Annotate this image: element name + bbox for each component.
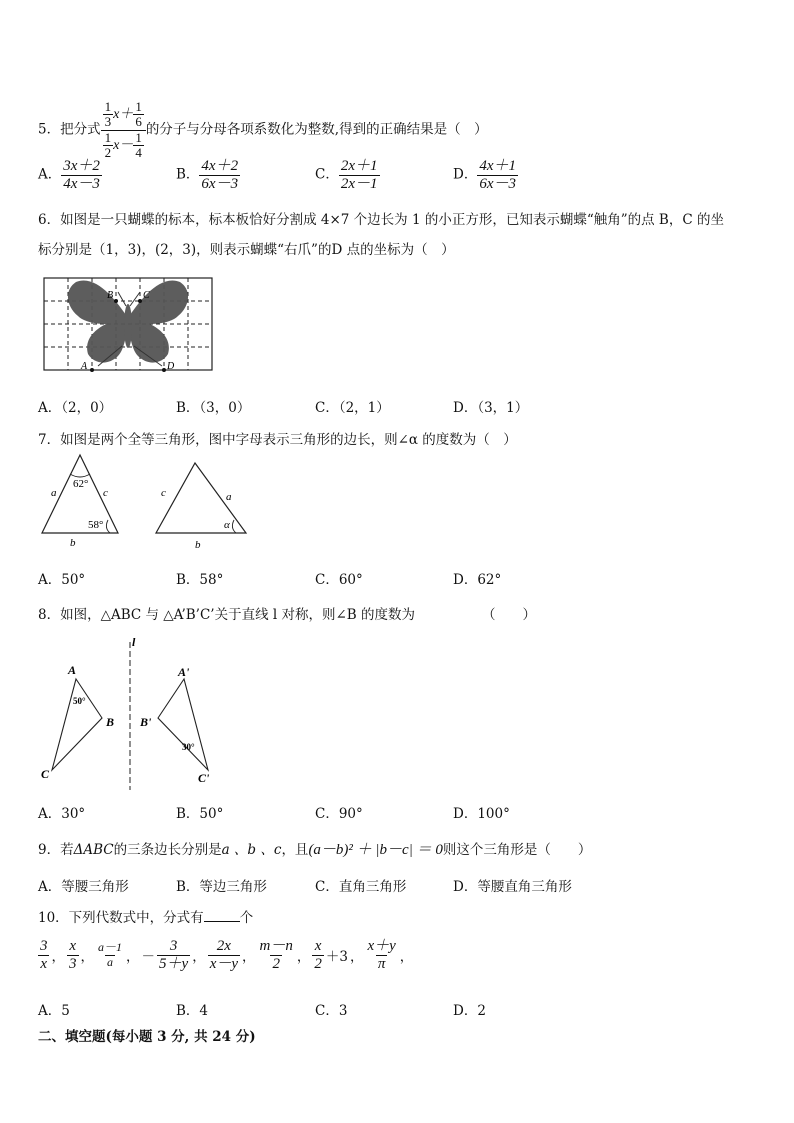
label-d: D: [167, 361, 175, 372]
q10-option-c[interactable]: C．3: [315, 1003, 348, 1019]
side-b-label-right: b: [195, 539, 201, 551]
q9-option-c[interactable]: C．直角三角形: [315, 879, 407, 895]
alpha-label: α: [224, 519, 230, 531]
q10-option-a[interactable]: A．5: [38, 1003, 70, 1019]
q7-option-a[interactable]: A．50°: [38, 572, 86, 588]
q8-option-d[interactable]: D．100°: [453, 806, 510, 822]
side-a-label-left: a: [51, 487, 57, 499]
side-c-label-left: c: [103, 487, 108, 499]
label-c: C: [143, 290, 150, 301]
q8-option-c[interactable]: C．90°: [315, 806, 363, 822]
q5-stem-suffix: 的分子与分母各项系数化为整数,得到的正确结果是（ ）: [145, 121, 488, 138]
q5-big-fraction: $\frac{1}{3}$ x＋ $\frac{1}{6}$ $\frac{1}{2}$ x－ $\frac{1}{4}$: [101, 100, 146, 160]
q5-option-d[interactable]: D． $\frac{4x+1}{6x-3}$: [453, 158, 516, 192]
q5-option-b[interactable]: B． $\frac{4x+2}{6x-3}$: [176, 158, 239, 192]
label-b: B: [107, 290, 114, 301]
q7-option-b[interactable]: B．58°: [176, 572, 224, 588]
q9-expression: (a－b)² ＋ |b－c| ＝ 0: [308, 842, 443, 858]
q9-stem: 9．若ΔABC的三条边长分别是a 、b 、c，且(a－b)² ＋ |b－c| ＝ 0则这个三角形是（ ）: [38, 842, 592, 858]
q5-stem-prefix: ．把分式: [46, 121, 101, 138]
q8-option-a[interactable]: A．30°: [38, 806, 86, 822]
q9-triangle: ΔABC: [73, 842, 114, 858]
q6-stem-line2: 标分别是（1，3)，(2，3)，则表示蝴蝶“右爪”的D 点的坐标为（ ）: [38, 242, 455, 258]
q9-option-a[interactable]: A．等腰三角形: [38, 879, 129, 895]
vertex-b-label: B: [106, 715, 115, 729]
vertex-a-label: A: [68, 663, 77, 677]
angle-58-label: 58°: [88, 519, 104, 531]
section-2-heading: 二、填空题(每小题 3 分, 共 24 分): [38, 1029, 256, 1045]
q8-option-b[interactable]: B．50°: [176, 806, 224, 822]
q10-expr-3: $\frac{a-1}{a}$: [98, 940, 123, 969]
q6-option-b[interactable]: B．（3，0）: [176, 400, 251, 416]
q10-expressions: $\frac{3}{x}$ ， $\frac{x}{3}$ ， $\frac{a-1}{a}$ ， － $\frac{3}{5+y}$ ， $\frac{2x}{x-y}$ ， $\frac{m-n}{2}$ ， $\frac{x}{2}$ ＋3 ， $\frac{x+y}{\pi}$ ，: [40, 938, 414, 972]
q10-expr-8: $\frac{x+y}{\pi}$: [367, 938, 396, 972]
angle-62-label: 62°: [73, 478, 89, 490]
q10-expr-5: $\frac{2x}{x-y}$: [209, 938, 239, 972]
q6-option-a[interactable]: A．（2，0）: [38, 400, 113, 416]
q10-expr-2: $\frac{x}{3}$: [69, 938, 77, 972]
q9-sides: a 、b 、c: [221, 842, 282, 858]
label-a: A: [81, 361, 88, 372]
side-c-label-right: c: [161, 487, 166, 499]
q8-stem: 8．如图，△ABC 与 △A’B’C’关于直线 l 对称，则∠B 的度数为: [38, 607, 415, 623]
vertex-c-prime-label: C': [198, 771, 210, 785]
line-l-label: l: [132, 635, 136, 649]
butterfly-figure: [36, 270, 216, 378]
q9-option-b[interactable]: B．等边三角形: [176, 879, 267, 895]
q7-option-d[interactable]: D．62°: [453, 572, 502, 588]
q9-option-d[interactable]: D．等腰直角三角形: [453, 879, 572, 895]
vertex-a-prime-label: A': [178, 665, 190, 679]
side-b-label-left: b: [70, 537, 76, 549]
q7-option-c[interactable]: C．60°: [315, 572, 363, 588]
q5-option-c[interactable]: C． $\frac{2x+1}{2x-1}$: [315, 158, 378, 192]
q8-paren: （ ）: [482, 607, 536, 623]
vertex-c-label: C: [41, 767, 50, 781]
q10-expr-4: $\frac{3}{5+y}$: [159, 938, 189, 972]
q5-number: 5: [38, 121, 47, 138]
angle-50-label: 50°: [73, 696, 86, 706]
q10-blank[interactable]: [204, 921, 240, 922]
q10-expr-7: $\frac{x}{2}$: [314, 938, 322, 972]
q6-option-d[interactable]: D．（3，1）: [453, 400, 529, 416]
q5-option-a[interactable]: A． $\frac{3x+2}{4x-3}$: [38, 158, 100, 192]
q6-stem-line1: 6．如图是一只蝴蝶的标本，标本板恰好分割成 4×7 个边长为 1 的小正方形，已知表示蝴蝶“触角”的点 B，C 的坐: [38, 212, 724, 228]
q10-stem: 10．下列代数式中，分式有 个: [38, 910, 254, 926]
q10-option-d[interactable]: D．2: [453, 1003, 486, 1019]
butterfly-shape: [68, 281, 188, 363]
q10-option-b[interactable]: B．4: [176, 1003, 209, 1019]
angle-30-label: 30°: [182, 742, 195, 752]
vertex-b-prime-label: B': [140, 715, 152, 729]
q10-expr-1: $\frac{3}{x}$: [40, 938, 48, 972]
q10-expr-6: $\frac{m-n}{2}$: [259, 938, 293, 972]
side-a-label-right: a: [226, 491, 232, 503]
q7-stem: 7．如图是两个全等三角形，图中字母表示三角形的边长，则∠α 的度数为（ ）: [38, 432, 517, 448]
q5-stem: [38, 100, 488, 160]
congruent-triangles-figure: [36, 450, 266, 556]
q6-option-c[interactable]: C．（2，1）: [315, 400, 390, 416]
symmetry-figure: [36, 634, 236, 794]
